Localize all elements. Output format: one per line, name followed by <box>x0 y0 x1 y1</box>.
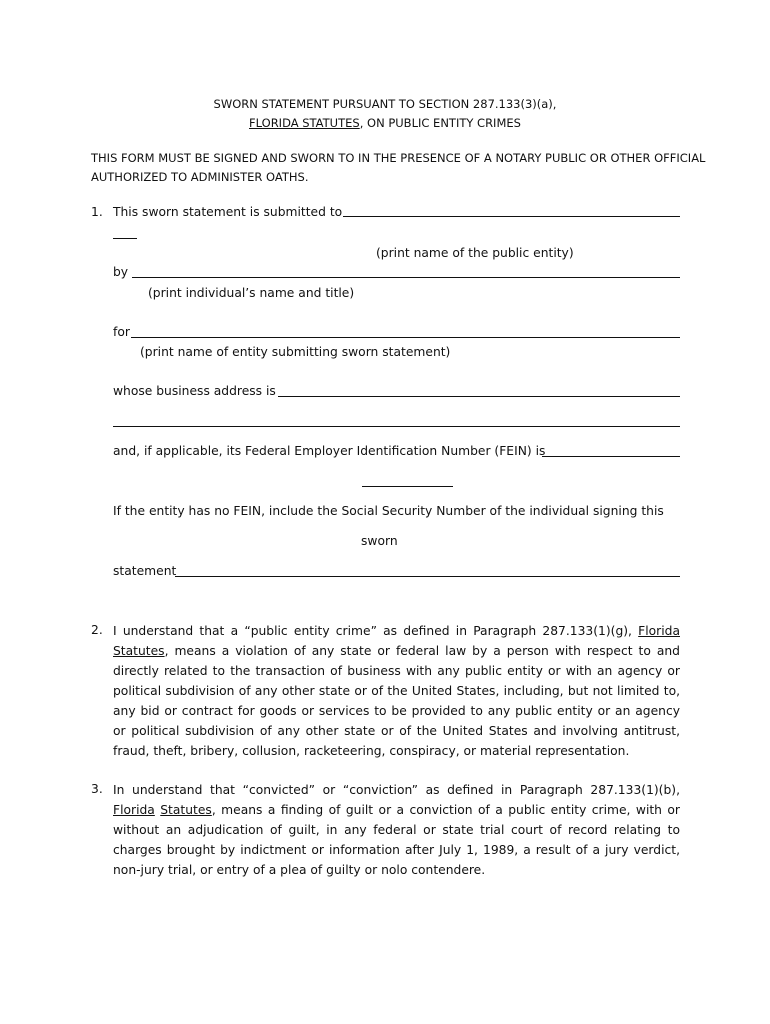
notice-line-2: AUTHORIZED TO ADMINISTER OATHS. <box>91 170 309 184</box>
submitted-to-label: This sworn statement is submitted to <box>113 205 343 219</box>
florida-statutes-title: FLORIDA STATUTES <box>249 116 360 130</box>
individual-name-field[interactable] <box>132 277 680 278</box>
submitting-entity-hint: (print name of entity submitting sworn statement) <box>140 345 451 359</box>
item-3-number: 3. <box>91 782 103 796</box>
fein-label: and, if applicable, its Federal Employer Identification Number (FEIN) is <box>113 444 546 458</box>
fein-field-continued[interactable] <box>362 486 453 487</box>
public-entity-name-field-continued[interactable] <box>113 238 137 239</box>
business-address-label: whose business address is <box>113 384 276 398</box>
notice-line-1: THIS FORM MUST BE SIGNED AND SWORN TO IN THE PRESENCE OF A NOTARY PUBLIC OR OTHER OFFICIAL <box>91 151 706 165</box>
item-3-statutes-link: Statutes <box>160 803 212 817</box>
by-label: by <box>113 265 129 279</box>
business-address-field[interactable] <box>278 396 680 397</box>
submitting-entity-field[interactable] <box>131 337 680 338</box>
item-2-number: 2. <box>91 623 103 637</box>
item-3-paragraph <box>113 780 680 880</box>
ssn-instruction-line-1: If the entity has no FEIN, include the Social Security Number of the individual signing this <box>113 504 664 518</box>
item-2-text-a: I understand that a “public entity crime” as defined in Paragraph 287.133(1)(g), <box>113 624 639 638</box>
item-3-text-a: In understand that “convicted” or “conviction” as defined in Paragraph 287.133(1)(b), <box>113 783 680 797</box>
item-2-text-c: , means a violation of any state or federal law by a person with respect to and directly related to the transaction of business with any public entity or with an agency or political subdivision of any other state or of the United States, including, but not limited to, any bid or contract for goods or services to be provided to any public entity or an agency or political subdivision of any other state or of the United States and involving antitrust, fraud, theft, bribery, collusion, racketeering, conspiracy, or material representation. <box>113 644 680 758</box>
title-line-1: SWORN STATEMENT PURSUANT TO SECTION 287.133(3)(a), <box>213 97 557 111</box>
item-1-number: 1. <box>91 205 103 219</box>
ssn-instruction-line-2: sworn <box>361 534 398 548</box>
item-3-text-c: , means a finding of guilt or a conviction of a public entity crime, with or without an adjudication of guilt, in any federal or state trial court of record relating to charges brought by indictment or information after July 1, 1989, a result of a jury verdict, non-jury trial, or entry of a plea of guilty or nolo contendere. <box>113 803 680 877</box>
business-address-field-line-2[interactable] <box>113 426 680 427</box>
individual-hint: (print individual’s name and title) <box>148 286 355 300</box>
ssn-field[interactable] <box>175 576 680 577</box>
for-label: for <box>113 325 130 339</box>
title-line-2 <box>0 116 770 130</box>
public-entity-name-field[interactable] <box>343 216 680 217</box>
item-2-florida-link: Florida <box>638 624 680 638</box>
title-line-2-rest: , ON PUBLIC ENTITY CRIMES <box>359 116 521 130</box>
item-2-paragraph <box>113 621 680 761</box>
item-2-statutes-link: Statutes <box>113 644 165 658</box>
statement-label: statement <box>113 564 177 578</box>
public-entity-hint: (print name of the public entity) <box>376 246 574 260</box>
fein-field[interactable] <box>542 456 680 457</box>
item-3-florida-link: Florida <box>113 803 155 817</box>
